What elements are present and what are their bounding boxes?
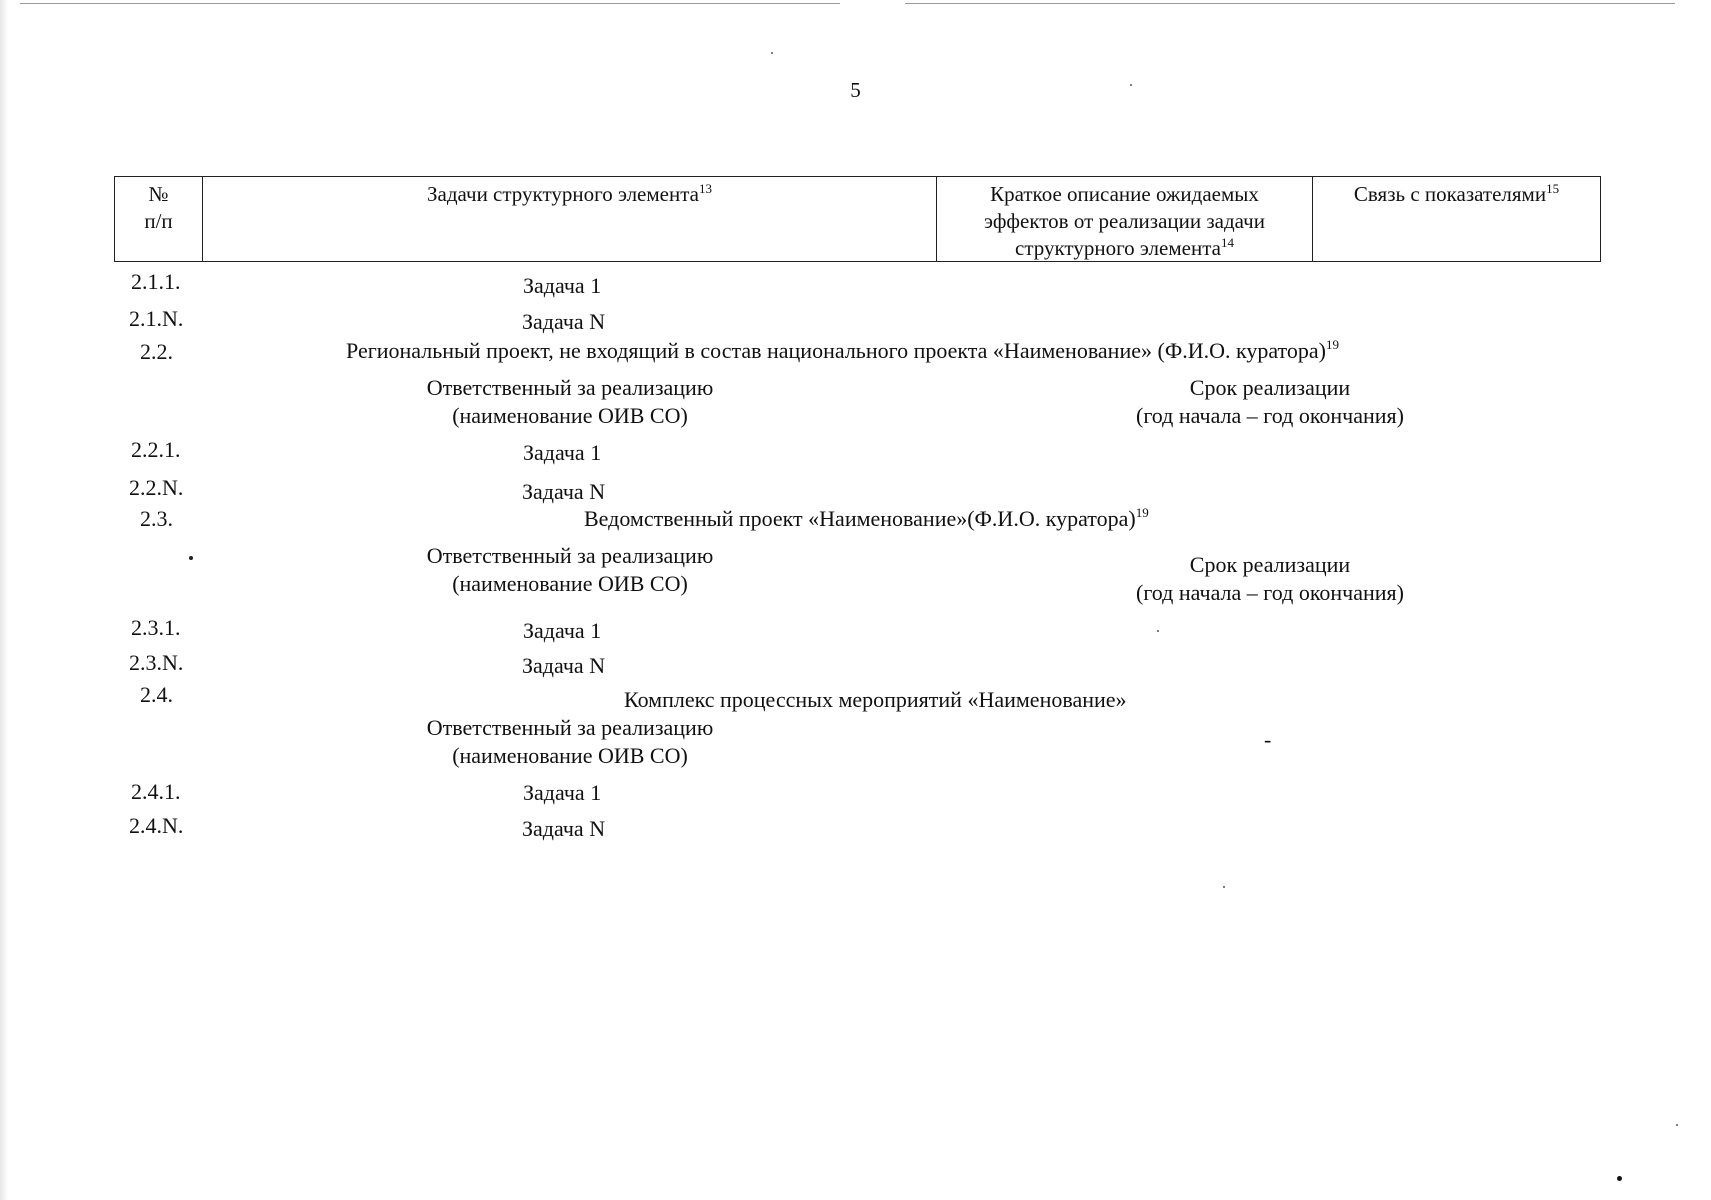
scan-edge-shadow [0,0,8,1200]
row-number: 2.4.N. [129,813,184,838]
term-block [1070,551,1470,607]
header-effects-footnote: 14 [1220,235,1234,250]
row-number: 2.1.1. [131,269,181,294]
task-label: Задача N [522,309,606,334]
scan-speck [1223,886,1225,888]
section-title-text: Региональный проект, не входящий в состав национального проекта «Наименование» (Ф.И.О. куратора) [346,338,1326,363]
task-label: Задача 1 [523,440,602,465]
section-title-footnote: 19 [1135,505,1149,520]
responsible-label: Ответственный за реализацию [426,715,714,740]
responsible-block [370,542,770,598]
task-label: Задача 1 [523,618,602,643]
responsible-block [370,714,770,770]
task-label: Задача 1 [523,273,602,298]
scan-speck [771,52,773,54]
scan-speck [1617,1176,1622,1181]
task-label: Задача N [522,479,606,504]
header-tasks-footnote: 13 [698,181,712,196]
term-label: Срок реализации [1189,552,1351,577]
header-tasks-label: Задачи структурного элемента [427,182,699,206]
row-number: 2.2.1. [131,437,181,462]
page-number: 5 [850,78,861,102]
row-number: 2.2.N. [129,475,184,500]
table-header [114,176,1601,262]
section-title [346,337,1339,365]
row-number: 2.4. [140,682,173,707]
task-label: Задача N [522,816,606,841]
header-effects-label: Краткое описание ожидаемых эффектов от реализации задачи структурного элемента [984,182,1265,260]
responsible-value: (наименование ОИВ СО) [452,403,688,428]
header-number-label: № п/п [144,182,173,233]
responsible-value: (наименование ОИВ СО) [452,571,688,596]
top-edge-rule-right [905,3,1675,4]
row-number: 2.2. [140,339,173,364]
section-title [584,505,1149,533]
scan-speck [189,556,193,560]
row-number: 2.4.1. [131,779,181,804]
header-cell-link [1312,177,1600,261]
scan-speck [1157,630,1159,632]
section-title-text: Ведомственный проект «Наименование»(Ф.И.О. куратора) [584,506,1136,531]
row-number: 2.1.N. [129,306,184,331]
top-edge-rule-left [20,3,840,4]
header-cell-number [115,177,202,261]
responsible-block [370,374,770,430]
term-label: Срок реализации [1189,375,1351,400]
responsible-label: Ответственный за реализацию [426,375,714,400]
responsible-value: (наименование ОИВ СО) [452,743,688,768]
row-number: 2.3.1. [131,615,181,640]
responsible-label: Ответственный за реализацию [426,543,714,568]
term-value: (год начала – год окончания) [1136,580,1404,605]
term-dash: - [1264,727,1272,752]
term-block [1070,374,1470,430]
section-title-footnote: 19 [1325,337,1339,352]
section-title-text: Комплекс процессных мероприятий «Наименование» [624,687,1127,712]
row-number: 2.3. [140,506,173,531]
row-number: 2.3.N. [129,650,184,675]
header-cell-effects [936,177,1312,261]
task-label: Задача 1 [523,780,602,805]
header-link-footnote: 15 [1546,181,1560,196]
scan-speck [1130,84,1132,86]
term-value: (год начала – год окончания) [1136,403,1404,428]
header-link-label: Связь с показателями [1353,182,1547,206]
section-title [624,686,1127,714]
task-label: Задача N [522,653,606,678]
scan-speck [1676,1124,1678,1126]
header-cell-tasks [202,177,936,261]
